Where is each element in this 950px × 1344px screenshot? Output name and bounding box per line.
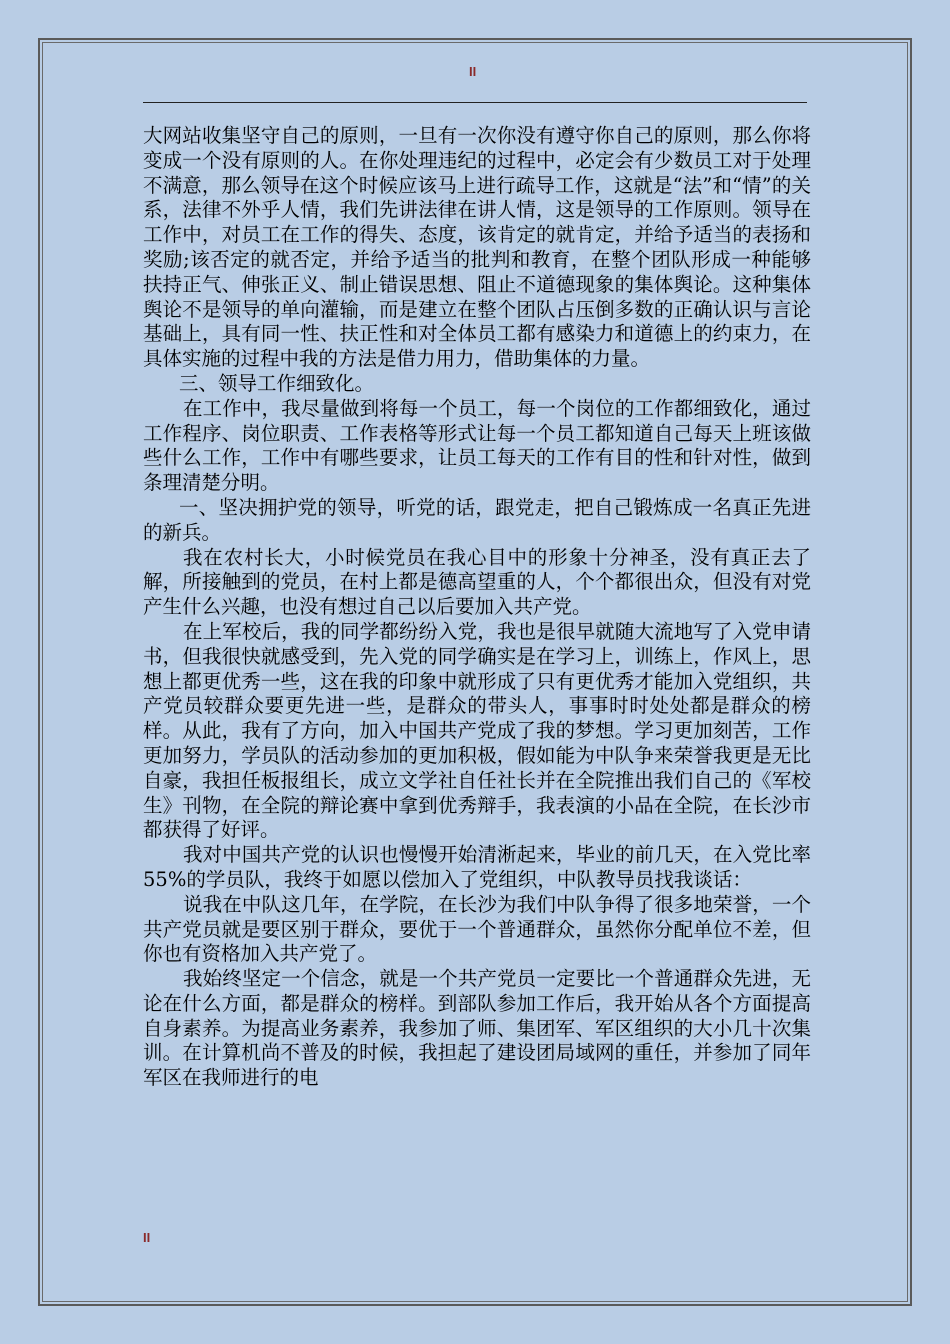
document-body xyxy=(143,124,811,1091)
footer-mark: II xyxy=(143,1230,151,1245)
paragraph: 在上军校后，我的同学都纷纷入党，我也是很早就随大流地写了入党申请书，但我很快就感受到，先入党的同学确实是在学习上，训练上，作风上，思想上都更优秀一些，这在我的印象中就形成了只有更优秀才能加入党组织，共产党员较群众要更先进一些，是群众的带头人，事事时时处处都是群众的榜样。从此，我有了方向，加入中国共产党成了我的梦想。学习更加刻苦，工作更加努力，学员队的活动参加的更加积极，假如能为中队争来荣誉我更是无比自豪，我担任板报组长，成立文学社自任社长并在全院推出我们自己的《军校生》刊物，在全院的辩论赛中拿到优秀辩手，我表演的小品在全院，在长沙市都获得了好评。 xyxy=(143,619,811,842)
section-heading: 三、领导工作细致化。 xyxy=(179,371,375,395)
paragraph: 说我在中队这几年，在学院，在长沙为我们中队争得了很多地荣誉，一个共产党员就是要区别于群众，要优于一个普通群众，虽然你分配单位不差，但你也有资格加入共产党了。 xyxy=(143,892,811,966)
paragraph: 我在农村长大，小时候党员在我心目中的形象十分神圣，没有真正去了解，所接触到的党员，在村上都是德高望重的人，个个都很出众，但没有对党产生什么兴趣，也没有想过自己以后要加入共产党。 xyxy=(143,545,811,619)
header-mark: II xyxy=(469,64,477,79)
paragraph: 大网站收集坚守自己的原则，一旦有一次你没有遵守你自己的原则，那么你将变成一个没有原则的人。在你处理违纪的过程中，必定会有少数员工对于处理不满意，那么领导在这个时候应该马上进行疏导工作，这就是“法”和“情”的关系，法律不外乎人情，我们先讲法律在讲人情，这是领导的工作原则。领导在工作中，对员工在工作的得失、态度，该肯定的就肯定，并给予适当的表扬和奖励;该否定的就否定，并给予适当的批判和教育，在整个团队形成一种能够扶持正气、伸张正义、制止错误思想、阻止不道德现象的集体舆论。这种集体舆论不是领导的单向灌输，而是建立在整个团队占压倒多数的正确认识与言论基础上，具有同一性、扶正性和对全体员工都有感染力和道德上的约束力，在具体实施的过程中我的方法是借力用力，借助集体的力量。 xyxy=(143,124,811,371)
paragraph: 我对中国共产党的认识也慢慢开始清淅起来，毕业的前几天，在入党比率55%的学员队，我终于如愿以偿加入了党组织，中队教导员找我谈话： xyxy=(143,843,811,891)
section-heading: 一、坚决拥护党的领导，听党的话，跟党走，把自己锻炼成一名真正先进的新兵。 xyxy=(143,495,811,544)
paragraph: 我始终坚定一个信念，就是一个共产党员一定要比一个普通群众先进，无论在什么方面，都是群众的榜样。到部队参加工作后，我开始从各个方面提高自身素养。为提高业务素养，我参加了师、集团军、军区组织的大小几十次集训。在计算机尚不普及的时候，我担起了建设团局域网的重任，并参加了同年军区在我师进行的电 xyxy=(143,967,811,1090)
header-rule xyxy=(143,102,807,103)
paragraph: 在工作中，我尽量做到将每一个员工，每一个岗位的工作都细致化，通过工作程序、岗位职责、工作表格等形式让每一个员工都知道自己每天上班该做些什么工作，工作中有哪些要求，让员工每天的工作有目的性和针对性，做到条理清楚分明。 xyxy=(143,396,811,495)
